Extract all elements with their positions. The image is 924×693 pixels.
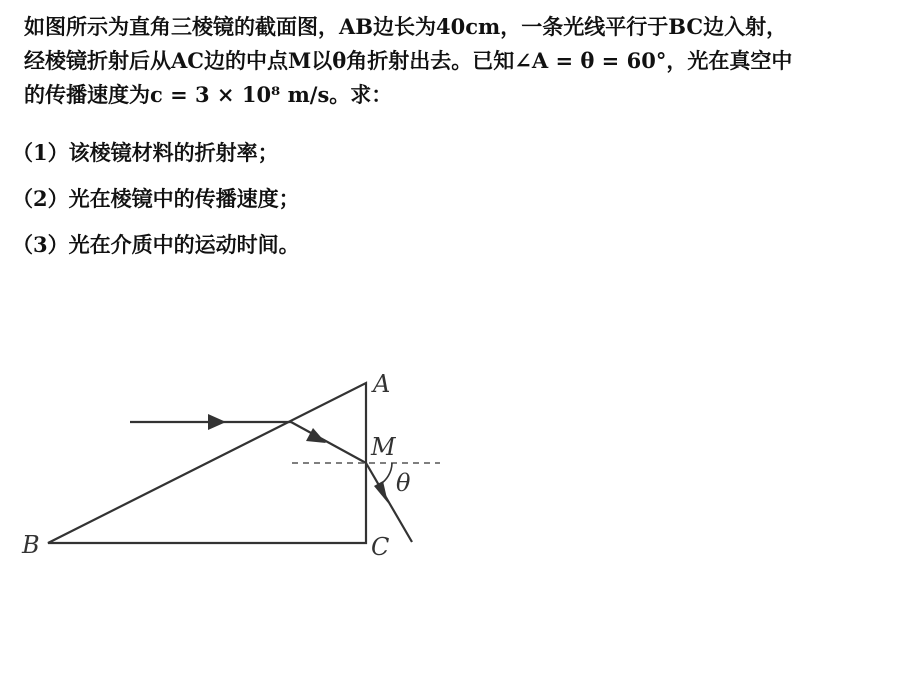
refracted-ray <box>291 422 366 463</box>
refracted-arrow-icon <box>306 428 326 443</box>
vertex-c-label: C <box>371 533 390 561</box>
stem-line-1: 如图所示为直角三棱镜的截面图，AB边长为40cm，一条光线平行于BC边入射， <box>24 14 788 39</box>
theta-arc <box>379 463 392 485</box>
incident-arrow-icon <box>208 414 226 430</box>
question-1: （1）该棱镜材料的折射率； <box>12 140 279 165</box>
vertex-b-label: B <box>22 531 40 559</box>
angle-theta-label: θ <box>396 469 411 497</box>
question-3: （3）光在介质中的运动时间。 <box>12 232 300 257</box>
stem-line-3: 的传播速度为c = 3 × 10⁸ m/s。求： <box>24 82 393 107</box>
stem-line-2: 经棱镜折射后从AC边的中点M以θ角折射出去。已知∠A = θ = 60°，光在真空中 <box>24 48 793 73</box>
question-2: （2）光在棱镜中的传播速度； <box>12 186 300 211</box>
vertex-a-label: A <box>373 370 391 398</box>
point-m-label: M <box>371 433 396 461</box>
